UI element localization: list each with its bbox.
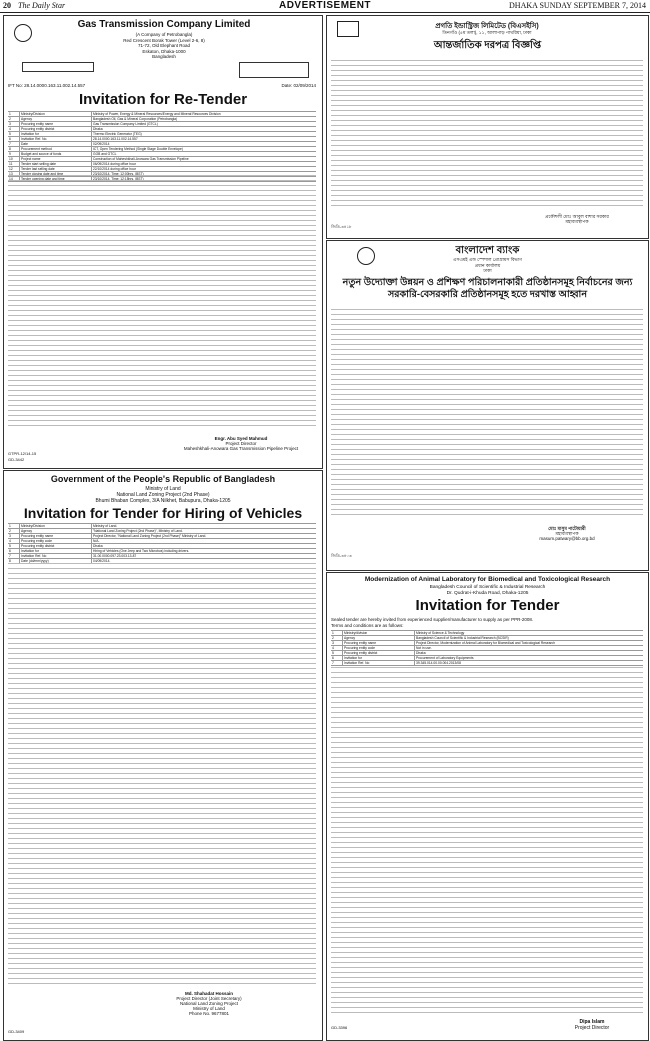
pragoti-code: জিডি-৩৪১৮ [331, 224, 352, 229]
gob-title: Invitation for Tender for Hiring of Vehicles [23, 505, 303, 521]
bcsir-intro: Sealed tender are hereby invited from experienced supplier/manufacturer to supply as per PPR-2008. [331, 617, 534, 622]
gob-address: Bhumi Bhaban Complex, 3/A Nilkhet, Babupura, Dhaka-1205 [95, 498, 231, 504]
table-row: 1 Ministry/division Ministry of Science & Technology [331, 631, 643, 636]
table-row: 12 Tender last selling date 22/10/2014 during office hour [8, 167, 316, 172]
pragoti-signer: প্রকৌশলী মোঃ আবুল বাশার সরকার [545, 214, 609, 219]
bcsir-title: Invitation for Tender [415, 597, 560, 614]
table-row: 4 Procuring entity district Dhaka [8, 127, 316, 132]
bb-email: masum.patwary@bb.org.bd [539, 536, 595, 541]
gob-signer-name: Md. Shahadat Hossain [184, 991, 233, 996]
table-row: 1 Ministry/Division Ministry of Land. [8, 524, 316, 529]
gob-vehicle-tender-ad [3, 470, 323, 1041]
table-row: 5 Procuring entity district Dhaka [331, 651, 643, 656]
table-row: 11 Tender start selling date 06/09/2014 during office hour [8, 162, 316, 167]
bcsir-tender-ad [326, 572, 649, 1041]
bcsir-table-continued [331, 663, 643, 1013]
table-row: 8 Procurement method ICT, Open Tendering Method (Single Stage Double Envelope) [8, 147, 316, 152]
bb-signer: মোঃ মাসুম পাটোয়ারী [548, 526, 586, 531]
pragoti-body [331, 56, 643, 206]
page-number: 20 [3, 1, 11, 10]
gtcl-subtitle: (A Company of Petrobangla) [135, 32, 193, 37]
table-row: 6 Invitation for Hiring of Vehicles (One Jeep and Two Microbus) including drivers. [8, 549, 316, 554]
table-row: 13 Tender closing date and time 23/10/2014, Time: 12:00hrs. (BST) [8, 172, 316, 177]
bb-signer-title: মহাব্যবস্থাপক [555, 531, 579, 536]
pragoti-logo-icon [337, 21, 359, 37]
bangladesh-bank-ad [326, 240, 649, 571]
table-row: 3 Procuring entity name Gas Transmission Company Limited (GTCL) [8, 122, 316, 127]
table-row: 3 Procuring entity name Project Director, Modernization of Animal Laboratory for Biomedical and Toxicological Research [331, 641, 643, 646]
gtcl-signer-name: Engr. Abu Syed Mahmud [214, 436, 268, 441]
issue-date: DHAKA SUNDAY SEPTEMBER 7, 2014 [509, 1, 646, 10]
gtcl-slogan-box-left [22, 62, 94, 72]
bcsir-org: Bangladesh Council of Scientific & Industrial Research [429, 585, 546, 590]
pragoti-tender-ad [326, 15, 649, 239]
gtcl-code-1: GTPR-12/14-15 [8, 451, 37, 456]
table-row: 2 Agency "National Land Zoning Project (2nd Phase)", Ministry of Land. [8, 529, 316, 534]
bcsir-code: GD-3396 [331, 1025, 348, 1030]
gob-table-continued [8, 559, 316, 987]
table-row: 7 Date 02/09/2014 [8, 142, 316, 147]
gtcl-code-2: GD-3442 [8, 457, 25, 462]
table-row: 8 Date (dd/mm/yyyy) 04/09/2014. [8, 559, 316, 564]
gtcl-country: Bangladesh [152, 54, 176, 59]
table-row: 5 Invitation for Thermo Electric Generator (TEG) [8, 132, 316, 137]
gtcl-address-2: 71-72, Old Elephant Road [137, 43, 191, 48]
gob-ministry: Ministry of Land [145, 486, 181, 492]
gtcl-signer-title: Project Director [225, 441, 257, 446]
table-row: 4 Procuring entity code Not in use. [331, 646, 643, 651]
pragoti-signer-title: মহাব্যবস্থাপক [565, 219, 589, 224]
newspaper-name: The Daily Star [18, 1, 66, 10]
gtcl-title: Invitation for Re-Tender [78, 91, 248, 108]
bcsir-signer: Dipa Islam [579, 1019, 605, 1025]
gob-government: Government of the People's Republic of Bangladesh [50, 474, 276, 484]
bb-body [331, 305, 643, 515]
pragoti-address: তিনগাঁও (৫ম তলা), ১১, আলাপাড় পাথরিয়া, ঢাকা [442, 30, 532, 35]
gob-project: National Land Zoning Project (2nd Phase) [116, 492, 210, 498]
bb-code: জিডি-৩৪০৩ [331, 553, 352, 558]
table-row: 7 Invitation Ref. No 31.00.0000.097.23.003.13-87 [8, 554, 316, 559]
bcsir-table [331, 630, 643, 666]
bcsir-project: Modernization of Animal Laboratory for Biomedical and Toxicological Research [364, 576, 611, 583]
gtcl-slogan-box-right [239, 62, 309, 78]
table-row: 10 Project name Construction of Maheshkhali-Anowara Gas Transmission Pipeline [8, 157, 316, 162]
gtcl-date: Date: 02/09/2014 [281, 83, 316, 88]
gob-table [8, 523, 316, 564]
gtcl-address-3: Eskaton, Dhaka-1000 [142, 48, 186, 54]
table-row: 2 Agency Bangladesh Council of Scientific & Industrial Research (BCSIR) [331, 636, 643, 641]
gtcl-signer-org: Maheshkhali-Anowara Gas Transmission Pipeline Project [183, 446, 299, 451]
section-title: ADVERTISEMENT [278, 0, 372, 11]
bcsir-address: Dr. Qudrat-i-Khuda Road, Dhaka-1205 [446, 590, 529, 596]
gob-signer-phone: Phone No. 9677801 [188, 1011, 230, 1016]
table-row: 6 Invitation for Procurement of Laboratory Equipments [331, 656, 643, 661]
bb-title: নতুন উদ্যোক্তা উন্নয়ন ও প্রশিক্ষণ পরিচালনাকারী প্রতিষ্ঠানসমূহ নির্বাচনের জন্য সরকারি-বেসরকারি প্রতিষ্ঠানসমূহ হতে দরখাস্ত আহ্বান [342, 277, 633, 300]
table-row: 6 Invitation Ref. No. 28.14.0000.163.11.002.14.557 [8, 137, 316, 142]
gob-signer-project: National Land Zoning Project [179, 1001, 239, 1006]
bcsir-terms: Terms and conditions are as follows: [331, 623, 404, 628]
bb-city: ঢাকা [483, 268, 492, 273]
gtcl-ift-no: IFT No: 28.14.0000.163.11.002.14.557 [8, 83, 86, 88]
table-row: 1 Ministry/Division Ministry of Power, Energy & Mineral Resources/Energy and Mineral Resources Division [8, 112, 316, 117]
gtcl-table-continued [8, 171, 316, 426]
bcsir-signer-title: Project Director [574, 1025, 610, 1031]
gtcl-logo-icon [14, 24, 32, 42]
table-row: 7 Invitation Ref. No 39.345.014.00.00.004.2013/08 [331, 661, 643, 666]
pragoti-title: আন্তর্জাতিক দরপত্র বিজ্ঞপ্তি [433, 40, 542, 51]
gob-signer-ministry: Ministry of Land [193, 1006, 225, 1011]
table-row: 9 Budget and source of funds GOB and GTCL [8, 152, 316, 157]
bb-dept: এসএমই এন্ড স্পেশাল প্রোগ্রামস বিভাগ [452, 257, 523, 262]
gtcl-address-1: Red Crescent Borak Tower (Level 2-6, 8) [123, 37, 205, 43]
table-row: 2 Agency Bangladesh Oil, Gas & Mineral Corporation (Petrobangla) [8, 117, 316, 122]
bb-office: প্রধান কার্যালয় [474, 262, 501, 268]
table-row: 3 Procuring entity name Project Director, "National Land Zoning Project (2nd Phase)" Ministry of Land. [8, 534, 316, 539]
bb-name: বাংলাদেশ ব্যাংক [455, 245, 520, 256]
table-row: 14 Tender opening date and time 23/10/2014, Time: 12:15hrs. (BST) [8, 177, 316, 182]
masthead [0, 0, 650, 13]
gob-signer-title: Project Director (Joint Secretary) [176, 996, 242, 1001]
gtcl-tender-ad [3, 15, 323, 469]
table-row: 4 Procuring entity code N/A. [8, 539, 316, 544]
pragoti-org: প্রগতি ইন্ডাস্ট্রিজ লিমিটেড (বিএসইসি) [435, 23, 539, 30]
gtcl-name: Gas Transmission Company Limited [77, 19, 251, 30]
gob-code: GD-3409 [8, 1029, 25, 1034]
table-row: 5 Procuring entity district Dhaka [8, 544, 316, 549]
